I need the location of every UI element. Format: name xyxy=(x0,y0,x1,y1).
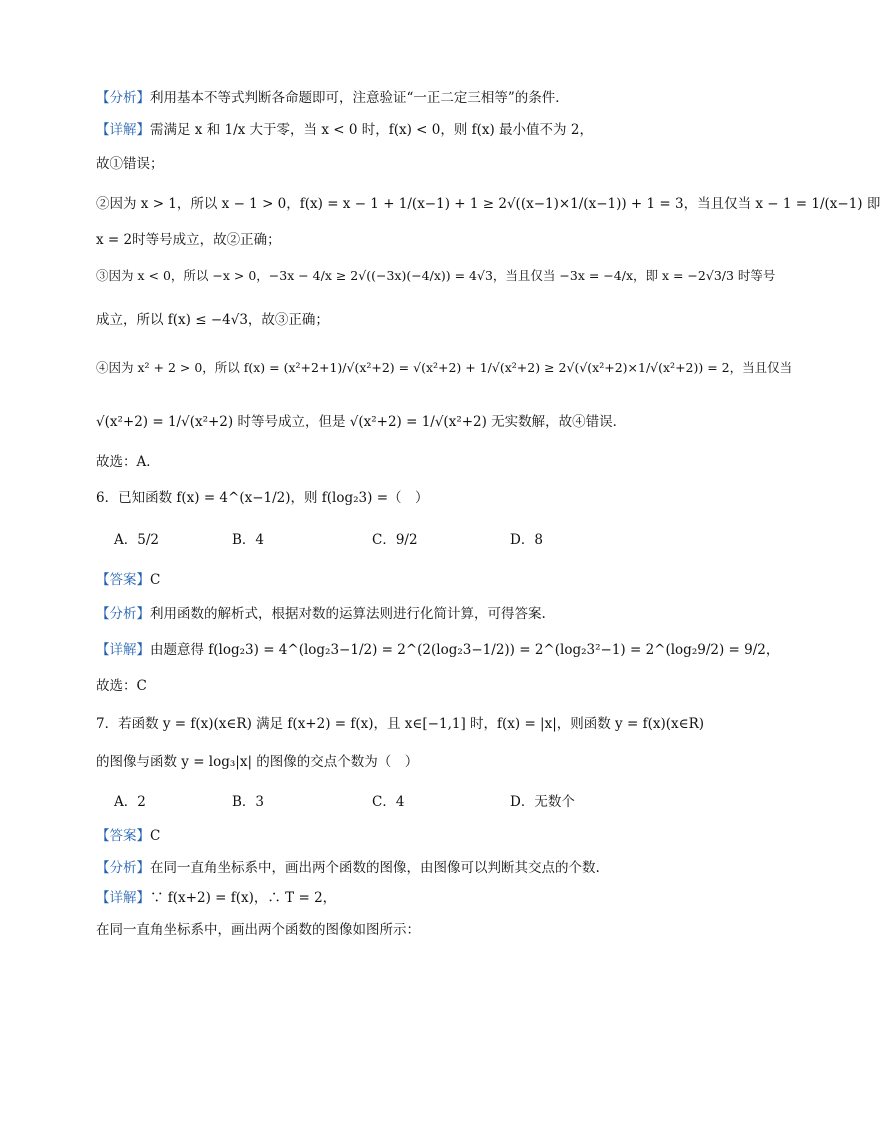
q6-analysis-line xyxy=(96,602,546,622)
q5-detail-3-line: ③因为 x < 0，所以 −x > 0，−3x − 4/x ≥ 2√((−3x)(−4/x)) = 4√3，当且仅当 −3x = −4/x，即 x = −2√3/3 时等号 xyxy=(96,268,776,283)
q5-detail-line-1 xyxy=(96,118,593,138)
detail-tag: 【详解】 xyxy=(96,122,150,138)
q6-choice: 故选：C xyxy=(96,678,147,694)
q7-answer-line xyxy=(96,824,160,844)
answer-tag: 【答案】 xyxy=(96,572,150,588)
analysis-tag: 【分析】 xyxy=(96,90,150,106)
analysis-tag: 【分析】 xyxy=(96,606,150,622)
q6-option-b: B．4 xyxy=(232,532,265,548)
q5-detail-2-conclusion: x = 2时等号成立，故②正确； xyxy=(96,232,281,248)
detail-tag: 【详解】 xyxy=(96,642,150,658)
q6-detail-line xyxy=(96,638,779,658)
q5-detail-3-conclusion: 成立，所以 f(x) ≤ −4√3，故③正确； xyxy=(96,312,329,328)
q7-figure-note: 在同一直角坐标系中，画出两个函数的图像如图所示： xyxy=(96,922,420,938)
q5-detail-2-equation: f(x) = x − 1 + 1/(x−1) + 1 ≥ 2√((x−1)×1/(x−1)) + 1 = 3，当且仅当 x − 1 = 1/(x−1) 即 xyxy=(299,196,880,212)
analysis-tag: 【分析】 xyxy=(96,860,150,876)
q5-detail-1-conclusion: 故①错误； xyxy=(96,156,164,172)
q5-choice: 故选：A． xyxy=(96,454,160,470)
q7-analysis-line xyxy=(96,856,600,876)
q7-option-b: B．3 xyxy=(232,794,265,810)
q6-answer-line xyxy=(96,568,160,588)
detail-tag: 【详解】 xyxy=(96,890,150,906)
q6-analysis-text: 利用函数的解析式，根据对数的运算法则进行化简计算，可得答案. xyxy=(150,606,546,622)
q7-stem-1: 7．若函数 y = f(x)(x∈R) 满足 f(x+2) = f(x)，且 x∈[−1,1] 时，f(x) = |x|，则函数 y = f(x)(x∈R) xyxy=(96,716,705,732)
q6-detail-text: 由题意得 f(log₂3) = 4^(log₂3−1/2) = 2^(2(log₂3−1/2)) = 2^(log₂3²−1) = 2^(log₂9/2) = 9/2， xyxy=(150,642,780,658)
q6-answer: C xyxy=(150,572,161,588)
q7-option-c: C．4 xyxy=(372,794,405,810)
answer-tag: 【答案】 xyxy=(96,828,150,844)
q7-detail-line xyxy=(96,886,336,906)
q7-analysis-text: 在同一直角坐标系中，画出两个函数的图像，由图像可以判断其交点的个数. xyxy=(150,860,600,876)
q7-option-a: A．2 xyxy=(114,794,146,810)
q7-option-d: D．无数个 xyxy=(510,794,575,810)
q6-option-d: D．8 xyxy=(510,532,543,548)
q5-detail-1-text: 需满足 x 和 1/x 大于零，当 x < 0 时，f(x) < 0，则 f(x) 最小值不为 2， xyxy=(150,122,593,138)
q5-detail-2-line xyxy=(96,192,880,212)
q5-detail-4-conclusion: √(x²+2) = 1/√(x²+2) 时等号成立，但是 √(x²+2) = 1/√(x²+2) 无实数解，故④错误． xyxy=(96,414,627,430)
q6-option-a: A．5/2 xyxy=(114,532,159,548)
q5-analysis-line xyxy=(96,86,569,106)
q7-stem-2: 的图像与函数 y = log₃|x| 的图像的交点个数为（ ） xyxy=(96,754,419,770)
q7-answer: C xyxy=(150,828,161,844)
q5-detail-2-text: ②因为 x > 1，所以 x − 1 > 0， xyxy=(96,196,300,212)
q6-stem: 6．已知函数 f(x) = 4^(x−1/2)，则 f(log₂3) =（ ） xyxy=(96,490,429,506)
q5-analysis-text: 利用基本不等式判断各命题即可，注意验证“一正二定三相等”的条件． xyxy=(150,90,569,106)
q7-detail-text: ∵ f(x+2) = f(x)，∴ T = 2， xyxy=(150,890,337,906)
q5-detail-4-line: ④因为 x² + 2 > 0，所以 f(x) = (x²+2+1)/√(x²+2) = √(x²+2) + 1/√(x²+2) ≥ 2√(√(x²+2)×1/√(x²+2)) = 2，当且仅当 xyxy=(96,360,793,375)
q6-option-c: C．9/2 xyxy=(372,532,418,548)
